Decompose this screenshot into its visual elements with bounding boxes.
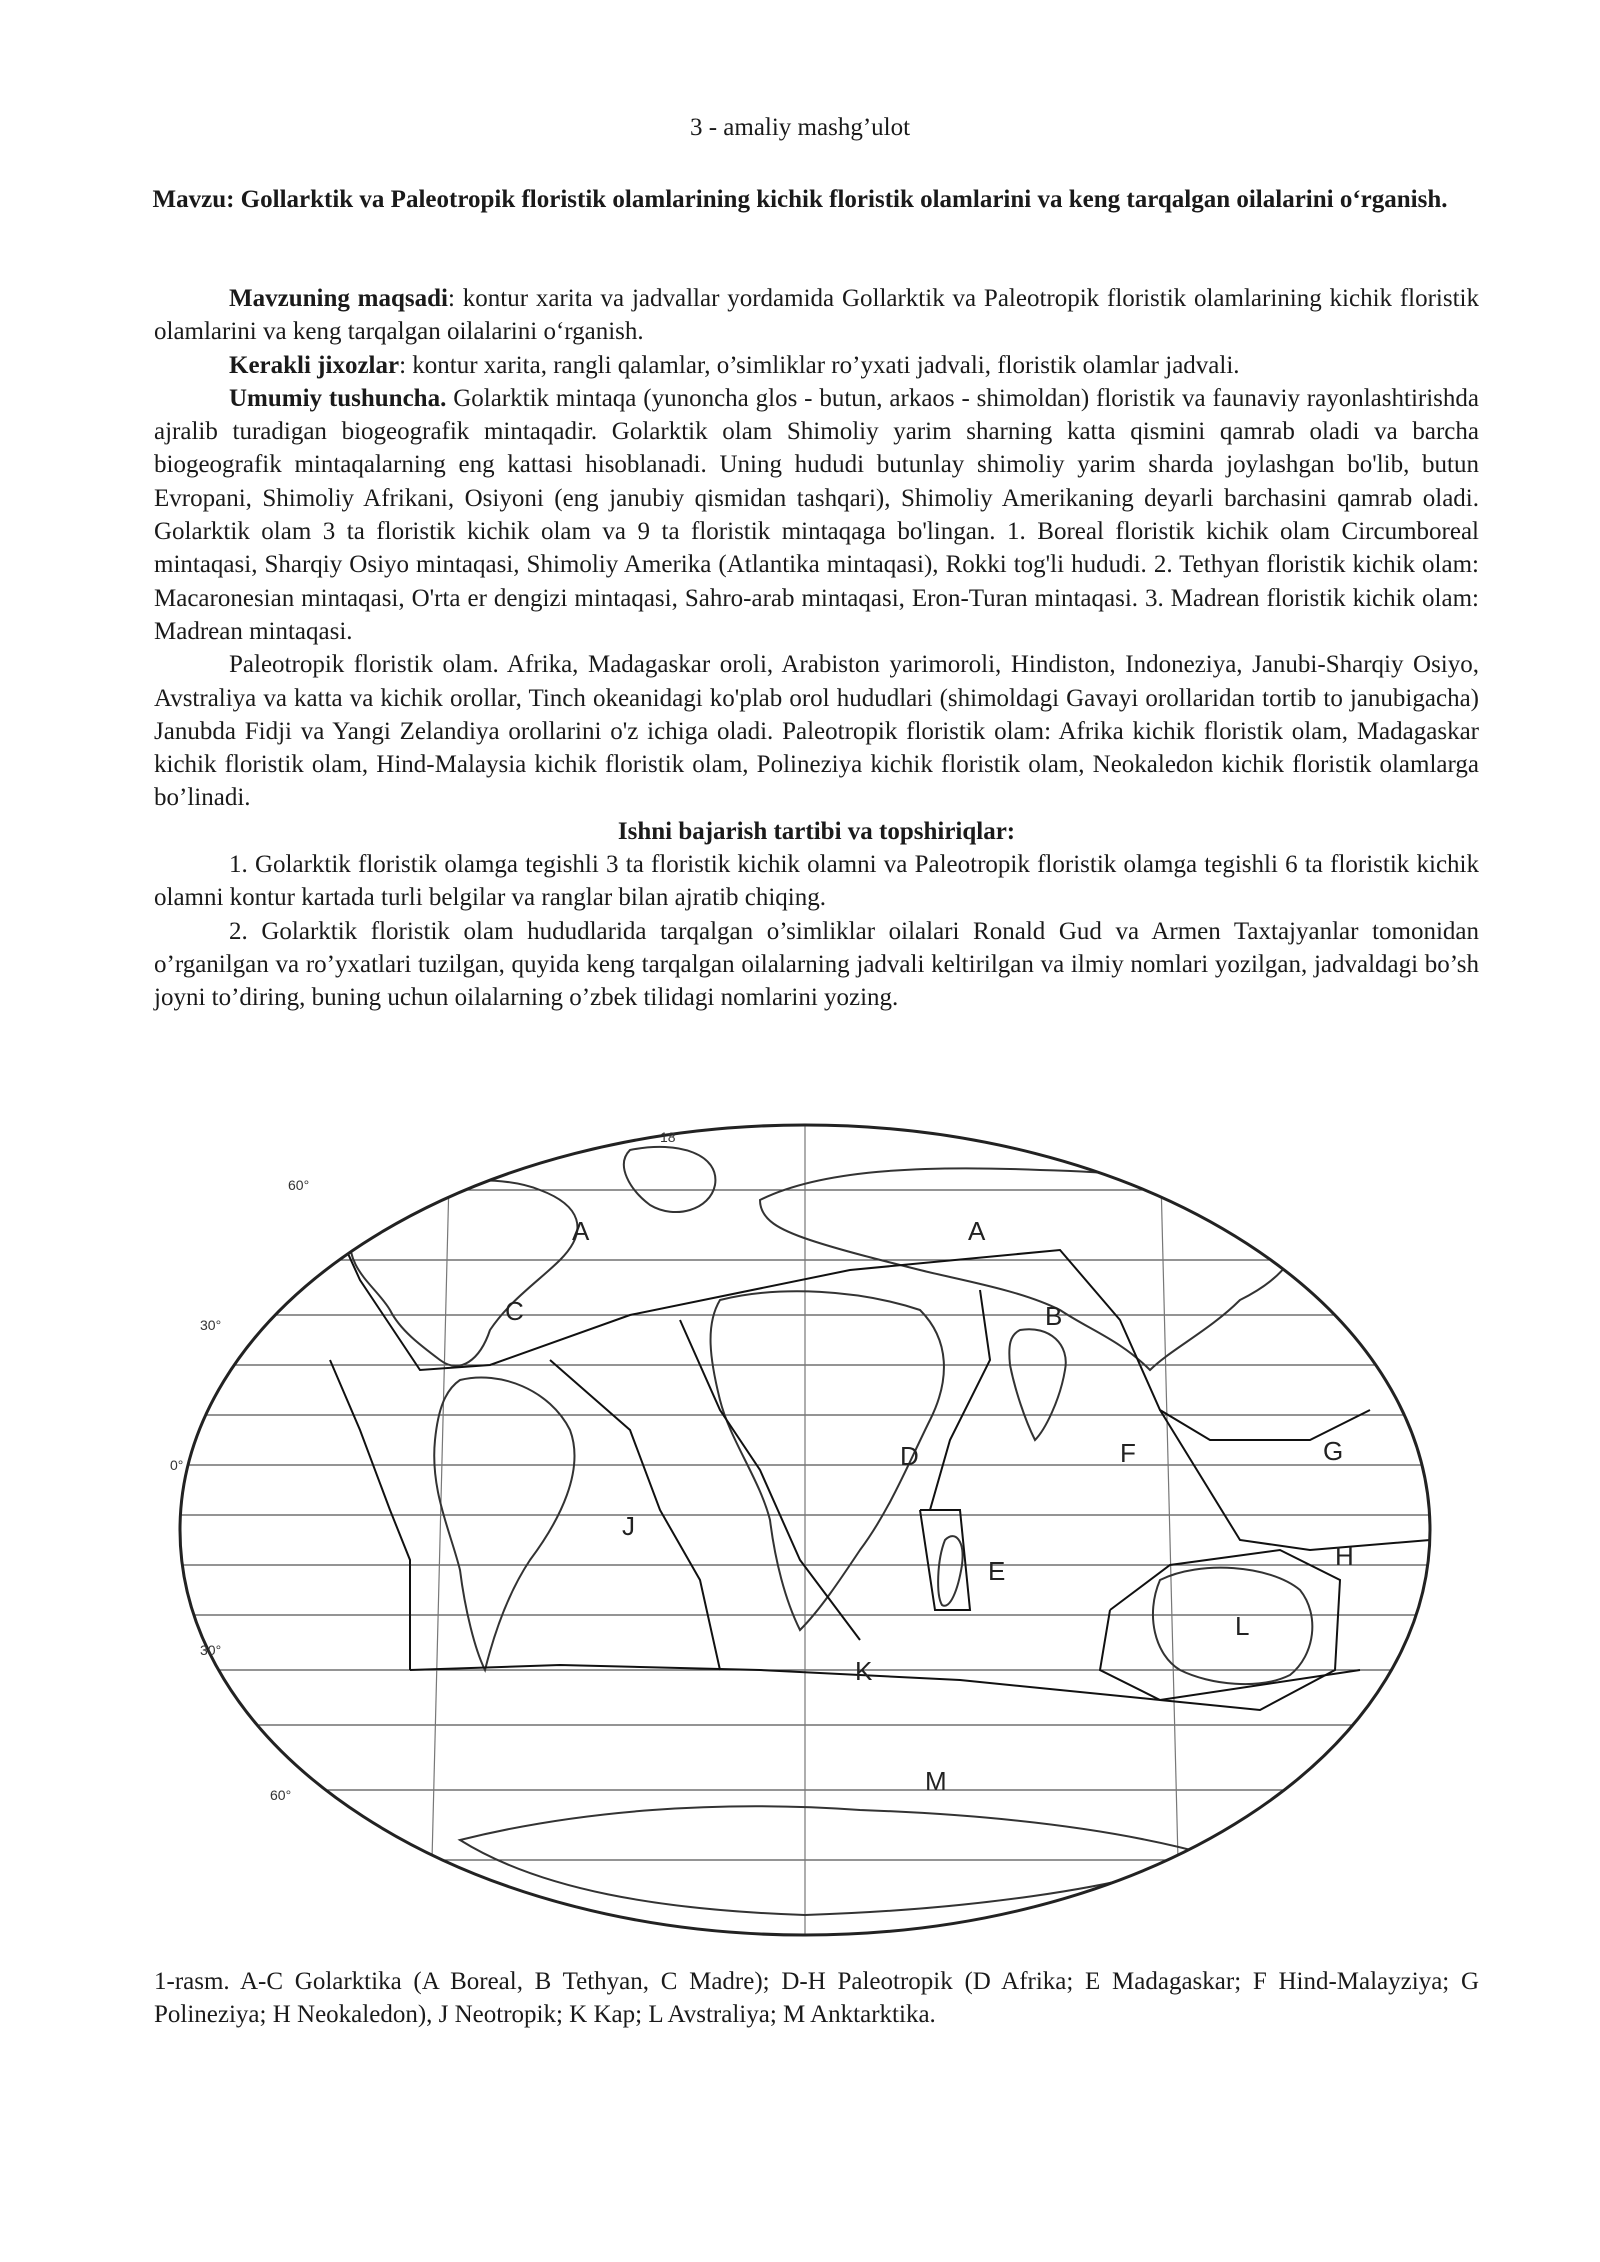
region-letter-m: M [925,1766,947,1796]
india-outline [1009,1329,1065,1440]
continent-outlines [349,1147,1312,1915]
region-letter-a-west: A [572,1216,590,1246]
north-america-outline [349,1180,577,1366]
lat-label-n60: 60° [288,1177,310,1193]
world-map-figure [160,1110,1450,1940]
boundary-holarctic-south [310,1170,1370,1440]
europe-asia-outline [760,1168,1296,1370]
region-letter-e: E [988,1556,1006,1586]
lat-label-s60: 60° [270,1787,292,1803]
antarctica-outline [460,1806,1210,1915]
region-letter-j: J [622,1511,635,1541]
greenland-outline [624,1147,716,1212]
body-text [154,282,1479,1015]
region-letter-g: G [1323,1436,1344,1466]
region-letter-a-east: A [968,1216,986,1246]
top-marker: 18 [660,1129,676,1145]
madagascar-outline [938,1536,962,1606]
boundary-indo-pacific [1160,1410,1430,1550]
concept-text: Golarktik mintaqa (yunoncha glos - butun, arkaos - shimoldan) floristik va faunaviy rayonlashtirishda ajralib turadigan biogeografik mintaqadir. Golarktik olam Shimoliy yarim sharning katta qismini qamrab oladi va barcha biogeografik mintaqalarning eng kattasi hisoblanadi. Uning hududi butunlay shimoliy yarim sharda joylashgan bo'lib, butun Evropani, Shimoliy Afrikani, Osiyoni (eng janubiy qismidan tashqari), Shimoliy Amerikaning deyarli barchasini qamrab oladi. Golarktik olam 3 ta floristik kichik olam va 9 ta floristik mintaqaga bo'lingan. 1. Boreal floristik kichik olam Circumboreal mintaqasi, Sharqiy Osiyo mintaqasi, Shimoliy Amerika (Atlantika mintaqasi), Rokki tog'li hududi. 2. Tethyan floristik kichik olam: Macaronesian mintaqasi, O'rta er dengizi mintaqasi, Sahro-arab mintaqasi, Eron-Turan mintaqasi. 3. Madrean floristik kichik olam: Madrean mintaqasi. [154,384,1479,645]
australia-outline [1153,1568,1312,1684]
paleotropic-paragraph: Paleotropik floristik olam. Afrika, Madagaskar oroli, Arabiston yarimoroli, Hindiston, Indoneziya, Janubi-Sharqiy Osiyo, Avstraliya va katta va kichik orollar, Tinch okeanidagi ko'plab orol hududlari (shimoldagi Gavayi orollaridan tortib to janubigacha) Janubda Fidji va Yangi Zelandiya orollarini o'z ichiga oladi. Paleotropik floristik olam: Afrika kichik floristik olam, Madagaskar kichik floristik olam, Hind-Malaysia kichik floristik olam, Polineziya kichik floristik olam, Neokaledon kichik floristik olamlarga bo’linadi. [154,651,1479,812]
boundary-africa-west [680,1320,860,1640]
region-letter-f: F [1120,1438,1136,1468]
figure-caption: 1-rasm. A-C Golarktika (A Boreal, B Tethyan, C Madre); D-H Paleotropik (D Afrika; E Madagaskar; F Hind-Malayziya; G Polineziya; H Neokaledon), J Neotropik; K Kap; L Avstraliya; M Anktarktika. [154,1968,1479,2029]
concept-label: Umumiy tushuncha. [229,384,447,412]
aim-paragraph [154,282,1479,349]
concept-paragraph [154,382,1479,648]
task-2: 2. Golarktik floristik olam hududlarida tarqalgan o’simliklar oilalari Ronald Gud va Armen Taxtajyanlar tomonidan o’rganilgan va ro’yxatlari tuzilgan, quyida keng tarqalgan oilalarning jadvali keltirilgan va ilmiy nomlari yozilgan, jadvaldagi bo’sh joyni to’diring, buning uchun oilalarning o’zbek tilidagi nomlarini yozing. [154,917,1479,1012]
region-letter-h: H [1335,1541,1354,1571]
lat-label-n30: 30° [200,1317,222,1333]
equipment-label: Kerakli jixozlar [229,351,400,379]
lesson-number: 3 - amaliy mashg’ulot [689,114,911,141]
region-letter-c: C [505,1296,524,1326]
task-1: 1. Golarktik floristik olamga tegishli 3 ta floristik kichik olamni va Paleotropik floristik olamga tegishli 6 ta floristik kichik olamni kontur kartada turli belgilar va ranglar bilan ajratib chiqing. [154,851,1479,912]
lat-label-eq: 0° [170,1457,184,1473]
region-letter-b: B [1045,1301,1063,1331]
region-letter-k: K [855,1656,873,1686]
aim-text: : kontur xarita va jadvallar yordamida Gollarktik va Paleotropik floristik olamlarining kichik floristik olamlarini va keng tarqalgan oilalarini o‘rganish. [154,285,1479,346]
region-boundaries [310,1170,1430,1710]
south-america-outline [434,1377,574,1670]
boundary-australia [1100,1550,1340,1710]
equipment-paragraph [154,349,1479,382]
lat-label-s30: 30° [200,1642,222,1658]
world-map-svg [160,1110,1450,1940]
topic-title: Mavzu: Gollarktik va Paleotropik floristik olamlarining kichik floristik olamlarini va keng tarqalgan oilalarini o‘rganish. [152,186,1448,213]
region-letter-d: D [900,1441,919,1471]
tasks-heading: Ishni bajarish tartibi va topshiriqlar: [617,817,1016,845]
aim-label: Mavzuning maqsadi [229,285,448,312]
region-letter-l: L [1235,1611,1250,1641]
latitude-lines [160,1110,1450,1940]
equipment-text: : kontur xarita, rangli qalamlar, o’simliklar ro’yxati jadvali, floristik olamlar jadvali. [399,351,1240,379]
